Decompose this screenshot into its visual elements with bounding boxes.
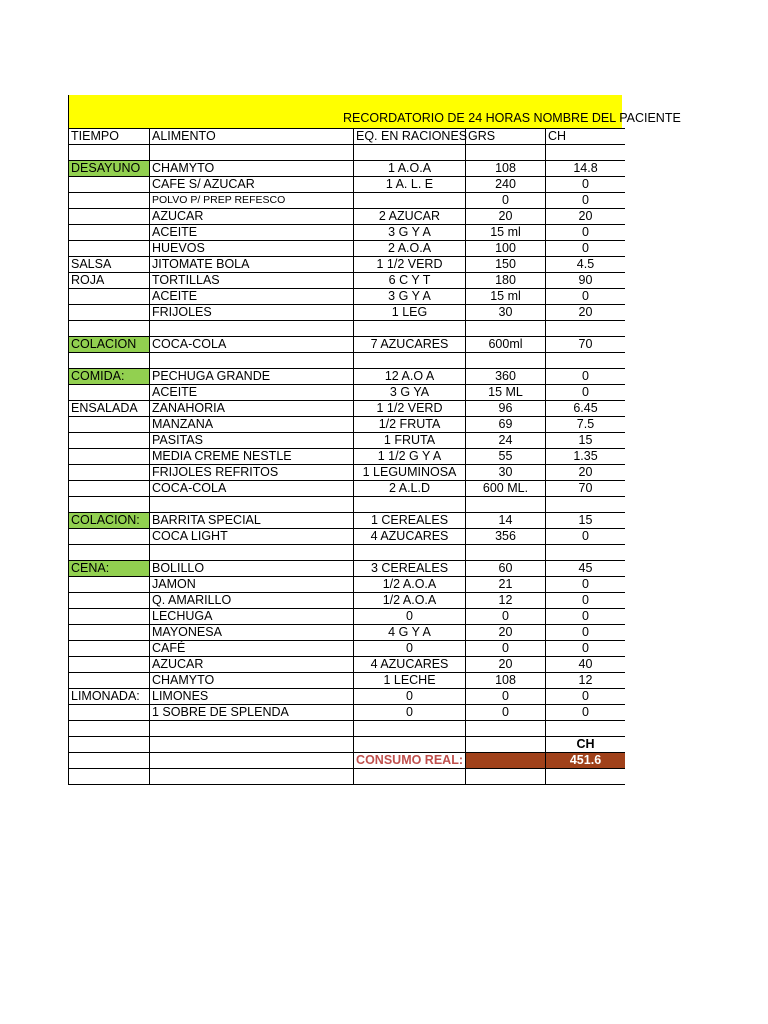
cell-grs[interactable] xyxy=(466,353,546,369)
cell-eq[interactable]: 1 A.O.A xyxy=(354,161,466,177)
cell-ch[interactable]: 4.5 xyxy=(546,257,626,273)
table-row xyxy=(69,305,626,321)
table-row xyxy=(69,753,626,769)
cell-grs[interactable]: 0 xyxy=(466,641,546,657)
cell-alimento[interactable]: 1 SOBRE DE SPLENDA xyxy=(150,705,354,721)
cell-tiempo[interactable] xyxy=(69,593,150,609)
cell-alimento[interactable]: CHAMYTO xyxy=(150,673,354,689)
cell-tiempo[interactable] xyxy=(69,737,150,753)
cell-ch[interactable]: 0 xyxy=(546,289,626,305)
cell-eq[interactable]: 1/2 FRUTA xyxy=(354,417,466,433)
cell-ch[interactable]: 45 xyxy=(546,561,626,577)
cell-grs[interactable]: 108 xyxy=(466,673,546,689)
cell-alimento[interactable]: FRIJOLES REFRITOS xyxy=(150,465,354,481)
cell-grs[interactable]: 360 xyxy=(466,369,546,385)
cell-grs[interactable] xyxy=(466,497,546,513)
cell-eq[interactable]: 12 A.O A xyxy=(354,369,466,385)
table-row xyxy=(69,721,626,737)
table-row xyxy=(69,449,626,465)
cell-eq[interactable]: 4 AZUCARES xyxy=(354,529,466,545)
cell-ch[interactable]: 0 xyxy=(546,529,626,545)
cell-tiempo[interactable] xyxy=(69,753,150,769)
cell-eq[interactable]: 1 LECHE xyxy=(354,673,466,689)
cell-tiempo[interactable] xyxy=(69,545,150,561)
cell-grs[interactable] xyxy=(466,753,546,769)
table-row xyxy=(69,513,626,529)
cell-eq[interactable]: 1 FRUTA xyxy=(354,433,466,449)
table-row xyxy=(69,481,626,497)
table-row xyxy=(69,417,626,433)
cell-eq[interactable]: 2 AZUCAR xyxy=(354,209,466,225)
cell-grs[interactable]: 20 xyxy=(466,625,546,641)
table-row xyxy=(69,225,626,241)
cell-tiempo[interactable] xyxy=(69,673,150,689)
cell-eq[interactable]: 1/2 A.O.A xyxy=(354,593,466,609)
cell-alimento[interactable]: JAMON xyxy=(150,577,354,593)
cell-tiempo[interactable] xyxy=(69,433,150,449)
cell-eq[interactable] xyxy=(354,737,466,753)
cell-alimento[interactable]: ACEITE xyxy=(150,289,354,305)
cell-tiempo[interactable] xyxy=(69,305,150,321)
table-row xyxy=(69,321,626,337)
cell-tiempo[interactable] xyxy=(69,465,150,481)
cell-grs[interactable]: 12 xyxy=(466,593,546,609)
cell-ch[interactable]: 15 xyxy=(546,433,626,449)
cell-ch[interactable] xyxy=(546,769,626,785)
cell-alimento[interactable]: AZUCAR xyxy=(150,209,354,225)
table-row xyxy=(69,241,626,257)
table-row xyxy=(69,401,626,417)
cell-grs[interactable]: 240 xyxy=(466,177,546,193)
cell-alimento[interactable]: AZUCAR xyxy=(150,657,354,673)
cell-ch[interactable]: 20 xyxy=(546,305,626,321)
cell-ch[interactable]: 14.8 xyxy=(546,161,626,177)
cell-tiempo[interactable]: ROJA xyxy=(69,273,150,289)
table-row xyxy=(69,177,626,193)
table-row xyxy=(69,641,626,657)
table-row xyxy=(69,609,626,625)
cell-ch[interactable] xyxy=(546,353,626,369)
cell-tiempo[interactable] xyxy=(69,481,150,497)
cell-tiempo[interactable] xyxy=(69,641,150,657)
table-row xyxy=(69,561,626,577)
table-row xyxy=(69,737,626,753)
cell-alimento[interactable]: MEDIA CREME NESTLE xyxy=(150,449,354,465)
cell-eq[interactable]: 3 CEREALES xyxy=(354,561,466,577)
cell-tiempo[interactable] xyxy=(69,449,150,465)
cell-grs[interactable]: 0 xyxy=(466,609,546,625)
cell-eq[interactable]: 6 C Y T xyxy=(354,273,466,289)
cell-alimento[interactable]: HUEVOS xyxy=(150,241,354,257)
cell-alimento[interactable] xyxy=(150,353,354,369)
header-eq: EQ. EN RACIONES xyxy=(354,129,466,145)
cell-eq[interactable] xyxy=(354,769,466,785)
cell-tiempo[interactable] xyxy=(69,705,150,721)
cell-ch[interactable]: 20 xyxy=(546,209,626,225)
cell-alimento[interactable] xyxy=(150,737,354,753)
cell-alimento[interactable] xyxy=(150,721,354,737)
cell-grs[interactable]: 20 xyxy=(466,657,546,673)
cell-eq[interactable]: 1/2 A.O.A xyxy=(354,577,466,593)
cell-tiempo[interactable] xyxy=(69,577,150,593)
cell-grs[interactable] xyxy=(466,721,546,737)
cell-ch[interactable]: 40 xyxy=(546,657,626,673)
cell-alimento[interactable]: COCA-COLA xyxy=(150,337,354,353)
cell-grs[interactable]: 108 xyxy=(466,161,546,177)
cell-grs[interactable]: 15 ML xyxy=(466,385,546,401)
cell-eq[interactable]: 1 A. L. E xyxy=(354,177,466,193)
cell-grs[interactable] xyxy=(466,769,546,785)
cell-eq[interactable] xyxy=(354,145,466,161)
table-row xyxy=(69,353,626,369)
cell-grs[interactable]: 60 xyxy=(466,561,546,577)
cell-alimento[interactable]: MANZANA xyxy=(150,417,354,433)
cell-ch[interactable] xyxy=(546,545,626,561)
cell-alimento[interactable]: ZANAHORIA xyxy=(150,401,354,417)
cell-alimento[interactable]: Q. AMARILLO xyxy=(150,593,354,609)
cell-ch[interactable]: 7.5 xyxy=(546,417,626,433)
cell-tiempo[interactable] xyxy=(69,721,150,737)
cell-grs[interactable]: 150 xyxy=(466,257,546,273)
cell-tiempo[interactable] xyxy=(69,609,150,625)
cell-ch[interactable]: 0 xyxy=(546,689,626,705)
table-row xyxy=(69,769,626,785)
cell-ch[interactable]: 0 xyxy=(546,577,626,593)
cell-eq[interactable] xyxy=(354,193,466,209)
cell-grs[interactable]: 21 xyxy=(466,577,546,593)
cell-grs[interactable]: 100 xyxy=(466,241,546,257)
cell-eq[interactable] xyxy=(354,545,466,561)
cell-eq[interactable]: 1 LEGUMINOSA xyxy=(354,465,466,481)
cell-tiempo[interactable] xyxy=(69,209,150,225)
cell-ch[interactable]: 90 xyxy=(546,273,626,289)
cell-alimento[interactable]: TORTILLAS xyxy=(150,273,354,289)
cell-tiempo[interactable]: ENSALADA xyxy=(69,401,150,417)
table-row xyxy=(69,257,626,273)
cell-grs[interactable]: 20 xyxy=(466,209,546,225)
table-row xyxy=(69,209,626,225)
cell-eq[interactable]: 1 CEREALES xyxy=(354,513,466,529)
cell-alimento[interactable]: POLVO P/ PREP REFESCO xyxy=(150,193,354,209)
cell-tiempo[interactable]: CENA: xyxy=(69,561,150,577)
cell-ch[interactable]: 15 xyxy=(546,513,626,529)
cell-alimento[interactable]: COCA LIGHT xyxy=(150,529,354,545)
cell-tiempo[interactable] xyxy=(69,625,150,641)
cell-eq[interactable]: 0 xyxy=(354,705,466,721)
cell-grs[interactable]: 15 ml xyxy=(466,225,546,241)
cell-tiempo[interactable] xyxy=(69,225,150,241)
cell-ch[interactable]: 70 xyxy=(546,481,626,497)
table-row xyxy=(69,529,626,545)
table-row xyxy=(69,497,626,513)
cell-ch[interactable]: 1.35 xyxy=(546,449,626,465)
cell-grs[interactable] xyxy=(466,737,546,753)
table-row xyxy=(69,465,626,481)
cell-grs[interactable]: 55 xyxy=(466,449,546,465)
cell-ch[interactable]: 0 xyxy=(546,609,626,625)
cell-alimento[interactable]: LIMONES xyxy=(150,689,354,705)
cell-alimento[interactable]: PECHUGA GRANDE xyxy=(150,369,354,385)
cell-ch[interactable]: 0 xyxy=(546,625,626,641)
cell-eq[interactable]: 0 xyxy=(354,609,466,625)
cell-tiempo[interactable] xyxy=(69,385,150,401)
cell-ch[interactable]: 6.45 xyxy=(546,401,626,417)
table-row xyxy=(69,369,626,385)
cell-grs[interactable]: 69 xyxy=(466,417,546,433)
title-bar xyxy=(68,95,681,128)
cell-eq[interactable]: 7 AZUCARES xyxy=(354,337,466,353)
cell-eq[interactable] xyxy=(354,353,466,369)
table-row xyxy=(69,593,626,609)
cell-ch[interactable]: 70 xyxy=(546,337,626,353)
cell-tiempo[interactable] xyxy=(69,353,150,369)
cell-eq[interactable]: 0 xyxy=(354,689,466,705)
cell-alimento[interactable] xyxy=(150,321,354,337)
cell-tiempo[interactable] xyxy=(69,177,150,193)
cell-tiempo[interactable] xyxy=(69,145,150,161)
cell-tiempo[interactable] xyxy=(69,769,150,785)
cell-ch[interactable]: 0 xyxy=(546,705,626,721)
cell-ch[interactable] xyxy=(546,721,626,737)
cell-alimento[interactable]: ACEITE xyxy=(150,385,354,401)
table-row xyxy=(69,193,626,209)
cell-ch[interactable] xyxy=(546,497,626,513)
cell-alimento[interactable]: ACEITE xyxy=(150,225,354,241)
cell-ch[interactable]: 0 xyxy=(546,593,626,609)
cell-eq[interactable]: CONSUMO REAL: xyxy=(354,753,466,769)
cell-eq[interactable]: 3 G Y A xyxy=(354,225,466,241)
cell-tiempo[interactable]: COMIDA: xyxy=(69,369,150,385)
cell-alimento[interactable]: FRIJOLES xyxy=(150,305,354,321)
cell-alimento[interactable]: CAFÉ xyxy=(150,641,354,657)
cell-grs[interactable]: 14 xyxy=(466,513,546,529)
cell-eq[interactable]: 2 A.O.A xyxy=(354,241,466,257)
cell-alimento[interactable]: CHAMYTO xyxy=(150,161,354,177)
cell-alimento[interactable]: LECHUGA xyxy=(150,609,354,625)
cell-tiempo[interactable]: COLACION: xyxy=(69,513,150,529)
table-row xyxy=(69,577,626,593)
cell-alimento[interactable]: COCA-COLA xyxy=(150,481,354,497)
header-alimento: ALIMENTO xyxy=(150,129,354,145)
cell-eq[interactable]: 0 xyxy=(354,641,466,657)
cell-ch[interactable] xyxy=(546,145,626,161)
table-row xyxy=(69,289,626,305)
cell-eq[interactable]: 2 A.L.D xyxy=(354,481,466,497)
table-row xyxy=(69,657,626,673)
cell-alimento[interactable]: PASITAS xyxy=(150,433,354,449)
cell-alimento[interactable] xyxy=(150,545,354,561)
cell-tiempo[interactable] xyxy=(69,529,150,545)
header-ch: CH xyxy=(546,129,626,145)
table-row xyxy=(69,145,626,161)
cell-ch[interactable]: CH xyxy=(546,737,626,753)
cell-alimento[interactable]: BARRITA SPECIAL xyxy=(150,513,354,529)
cell-tiempo[interactable] xyxy=(69,657,150,673)
cell-grs[interactable]: 600 ML. xyxy=(466,481,546,497)
table-row xyxy=(69,625,626,641)
cell-grs[interactable]: 96 xyxy=(466,401,546,417)
cell-eq[interactable]: 1 1/2 VERD xyxy=(354,401,466,417)
cell-eq[interactable]: 4 G Y A xyxy=(354,625,466,641)
table-row xyxy=(69,673,626,689)
cell-grs[interactable] xyxy=(466,545,546,561)
cell-alimento[interactable] xyxy=(150,753,354,769)
cell-tiempo[interactable] xyxy=(69,417,150,433)
food-recall-table xyxy=(68,128,625,785)
cell-eq[interactable]: 4 AZUCARES xyxy=(354,657,466,673)
cell-ch[interactable]: 451.6 xyxy=(546,753,626,769)
cell-ch[interactable] xyxy=(546,321,626,337)
cell-alimento[interactable] xyxy=(150,145,354,161)
cell-alimento[interactable] xyxy=(150,769,354,785)
cell-grs[interactable]: 600ml xyxy=(466,337,546,353)
cell-tiempo[interactable] xyxy=(69,289,150,305)
spreadsheet xyxy=(68,95,681,785)
cell-grs[interactable] xyxy=(466,321,546,337)
table-row xyxy=(69,433,626,449)
cell-tiempo[interactable] xyxy=(69,241,150,257)
table-row xyxy=(69,689,626,705)
cell-grs[interactable] xyxy=(466,145,546,161)
table-row xyxy=(69,337,626,353)
cell-grs[interactable]: 30 xyxy=(466,305,546,321)
cell-ch[interactable]: 0 xyxy=(546,385,626,401)
cell-grs[interactable]: 0 xyxy=(466,193,546,209)
cell-grs[interactable]: 30 xyxy=(466,465,546,481)
cell-ch[interactable]: 20 xyxy=(546,465,626,481)
cell-alimento[interactable] xyxy=(150,497,354,513)
cell-eq[interactable]: 3 G Y A xyxy=(354,289,466,305)
table-row xyxy=(69,161,626,177)
table-row xyxy=(69,545,626,561)
cell-tiempo[interactable]: SALSA xyxy=(69,257,150,273)
cell-ch[interactable]: 0 xyxy=(546,641,626,657)
table-row xyxy=(69,705,626,721)
cell-ch[interactable]: 0 xyxy=(546,225,626,241)
cell-eq[interactable]: 3 G YA xyxy=(354,385,466,401)
cell-eq[interactable]: 1 1/2 VERD xyxy=(354,257,466,273)
cell-grs[interactable]: 0 xyxy=(466,705,546,721)
cell-tiempo[interactable]: DESAYUNO xyxy=(69,161,150,177)
cell-ch[interactable]: 0 xyxy=(546,177,626,193)
cell-tiempo[interactable]: COLACION xyxy=(69,337,150,353)
cell-eq[interactable] xyxy=(354,721,466,737)
cell-grs[interactable]: 15 ml xyxy=(466,289,546,305)
header-tiempo: TIEMPO xyxy=(69,129,150,145)
cell-grs[interactable]: 356 xyxy=(466,529,546,545)
cell-ch[interactable]: 0 xyxy=(546,241,626,257)
cell-tiempo[interactable] xyxy=(69,193,150,209)
cell-grs[interactable]: 24 xyxy=(466,433,546,449)
cell-eq[interactable] xyxy=(354,321,466,337)
cell-grs[interactable]: 180 xyxy=(466,273,546,289)
table-row xyxy=(69,273,626,289)
cell-tiempo[interactable]: LIMONADA: xyxy=(69,689,150,705)
cell-ch[interactable]: 12 xyxy=(546,673,626,689)
cell-ch[interactable]: 0 xyxy=(546,369,626,385)
cell-ch[interactable]: 0 xyxy=(546,193,626,209)
cell-eq[interactable] xyxy=(354,497,466,513)
table-row xyxy=(69,385,626,401)
cell-eq[interactable]: 1 1/2 G Y A xyxy=(354,449,466,465)
cell-alimento[interactable]: CAFE S/ AZUCAR xyxy=(150,177,354,193)
cell-eq[interactable]: 1 LEG xyxy=(354,305,466,321)
cell-tiempo[interactable] xyxy=(69,321,150,337)
cell-alimento[interactable]: MAYONESA xyxy=(150,625,354,641)
cell-tiempo[interactable] xyxy=(69,497,150,513)
sheet-title: RECORDATORIO DE 24 HORAS NOMBRE DEL PACIENTE xyxy=(343,111,681,125)
cell-alimento[interactable]: BOLILLO xyxy=(150,561,354,577)
cell-grs[interactable]: 0 xyxy=(466,689,546,705)
header-row xyxy=(69,129,626,145)
header-grs: GRS xyxy=(466,129,546,145)
cell-alimento[interactable]: JITOMATE BOLA xyxy=(150,257,354,273)
